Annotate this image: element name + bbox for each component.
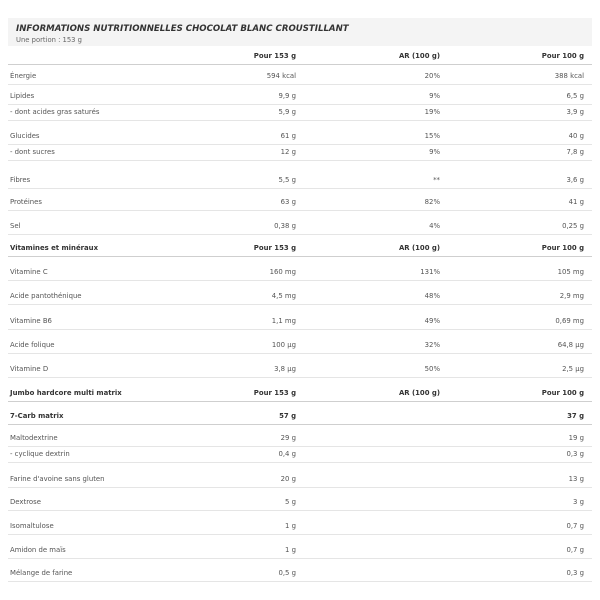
row-divider (8, 256, 592, 257)
reference-intake: 32% (424, 341, 440, 349)
row-divider (8, 144, 592, 145)
row-label: - dont acides gras saturés (10, 108, 100, 116)
value-per-serving: 0,5 g (278, 569, 296, 577)
value-per-100g: 0,7 g (566, 546, 584, 554)
value-per-100g: 40 g (568, 132, 584, 140)
row-divider (8, 462, 592, 463)
value-per-100g: 19 g (568, 434, 584, 442)
row-divider (8, 188, 592, 189)
value-per-100g: 0,3 g (566, 450, 584, 458)
value-per-100g: 0,7 g (566, 522, 584, 530)
row-label: - dont sucres (10, 148, 55, 156)
row-divider (8, 120, 592, 121)
serving-size: Une portion : 153 g (16, 36, 82, 44)
row-label: - cyclique dextrin (10, 450, 70, 458)
value-per-serving: 1 g (285, 546, 296, 554)
value-per-serving: 1,1 mg (271, 317, 296, 325)
row-label: Vitamines et minéraux (10, 244, 99, 252)
value-per-serving: 100 µg (271, 341, 296, 349)
row-label: Vitamine B6 (10, 317, 52, 325)
value-per-serving: 4,5 mg (271, 292, 296, 300)
value-per-serving: Pour 153 g (253, 389, 296, 397)
reference-intake: AR (100 g) (398, 389, 440, 397)
row-divider (8, 104, 592, 105)
value-per-serving: 63 g (280, 198, 296, 206)
reference-intake: 82% (424, 198, 440, 206)
row-divider (8, 353, 592, 354)
value-per-100g: 7,8 g (566, 148, 584, 156)
value-per-100g: Pour 100 g (541, 389, 584, 397)
value-per-serving: 160 mg (269, 268, 296, 276)
row-label: Jumbo hardcore multi matrix (10, 389, 122, 397)
table-title: INFORMATIONS NUTRITIONNELLES CHOCOLAT BLANC CROUSTILLANT (16, 24, 349, 34)
value-per-100g: 64,8 µg (557, 341, 584, 349)
row-divider (8, 446, 592, 447)
value-per-100g: 41 g (568, 198, 584, 206)
row-divider (8, 510, 592, 511)
row-label: Protéines (10, 198, 42, 206)
value-per-100g: 0,69 mg (555, 317, 584, 325)
value-per-100g: 3,9 g (566, 108, 584, 116)
value-per-serving: 5,5 g (278, 176, 296, 184)
value-per-serving: 0,4 g (278, 450, 296, 458)
value-per-serving: Pour 153 g (253, 244, 296, 252)
row-divider (8, 377, 592, 378)
value-per-serving: Pour 153 g (253, 52, 296, 60)
row-divider (8, 234, 592, 235)
row-label: Amidon de maïs (10, 546, 66, 554)
reference-intake: 20% (424, 72, 440, 80)
reference-intake: 48% (424, 292, 440, 300)
row-divider (8, 304, 592, 305)
row-divider (8, 329, 592, 330)
row-label: Glucides (10, 132, 40, 140)
row-label: Lipides (10, 92, 35, 100)
row-label: Énergie (10, 72, 37, 80)
row-label: Vitamine D (10, 365, 49, 373)
value-per-100g: 3 g (573, 498, 584, 506)
row-label: Dextrose (10, 498, 41, 506)
row-label: Mélange de farine (10, 569, 73, 577)
value-per-100g: 105 mg (557, 268, 584, 276)
reference-intake: AR (100 g) (398, 52, 440, 60)
row-divider (8, 210, 592, 211)
row-divider (8, 84, 592, 85)
row-label: 7-Carb matrix (10, 412, 64, 420)
value-per-serving: 29 g (280, 434, 296, 442)
row-divider (8, 581, 592, 582)
value-per-100g: Pour 100 g (541, 52, 584, 60)
row-divider (8, 401, 592, 402)
row-divider (8, 64, 592, 65)
row-label: Acide folique (10, 341, 55, 349)
value-per-100g: 0,3 g (566, 569, 584, 577)
value-per-serving: 0,38 g (274, 222, 296, 230)
row-divider (8, 487, 592, 488)
value-per-serving: 5,9 g (278, 108, 296, 116)
value-per-serving: 20 g (280, 475, 296, 483)
value-per-100g: Pour 100 g (541, 244, 584, 252)
row-divider (8, 424, 592, 425)
row-divider (8, 534, 592, 535)
value-per-100g: 2,9 mg (559, 292, 584, 300)
reference-intake: 19% (424, 108, 440, 116)
value-per-serving: 3,8 µg (274, 365, 296, 373)
row-label: Fibres (10, 176, 31, 184)
value-per-100g: 0,25 g (562, 222, 584, 230)
value-per-100g: 13 g (568, 475, 584, 483)
value-per-100g: 3,6 g (566, 176, 584, 184)
row-label: Vitamine C (10, 268, 48, 276)
row-label: Farine d'avoine sans gluten (10, 475, 105, 483)
row-label: Isomaltulose (10, 522, 54, 530)
value-per-100g: 37 g (567, 412, 584, 420)
value-per-serving: 12 g (280, 148, 296, 156)
value-per-serving: 9,9 g (278, 92, 296, 100)
value-per-serving: 594 kcal (266, 72, 296, 80)
value-per-serving: 57 g (279, 412, 296, 420)
row-divider (8, 280, 592, 281)
row-divider (8, 160, 592, 161)
reference-intake: 50% (424, 365, 440, 373)
reference-intake: 131% (420, 268, 440, 276)
value-per-serving: 5 g (285, 498, 296, 506)
reference-intake: 9% (429, 148, 440, 156)
row-label: Sel (10, 222, 21, 230)
value-per-100g: 6,5 g (566, 92, 584, 100)
row-divider (8, 558, 592, 559)
value-per-serving: 1 g (285, 522, 296, 530)
reference-intake: 15% (424, 132, 440, 140)
value-per-100g: 388 kcal (554, 72, 584, 80)
reference-intake: ** (433, 176, 440, 184)
value-per-serving: 61 g (280, 132, 296, 140)
row-label: Acide pantothénique (10, 292, 82, 300)
value-per-100g: 2,5 µg (562, 365, 584, 373)
reference-intake: 9% (429, 92, 440, 100)
reference-intake: 49% (424, 317, 440, 325)
row-label: Maltodextrine (10, 434, 58, 442)
reference-intake: 4% (429, 222, 440, 230)
reference-intake: AR (100 g) (398, 244, 440, 252)
